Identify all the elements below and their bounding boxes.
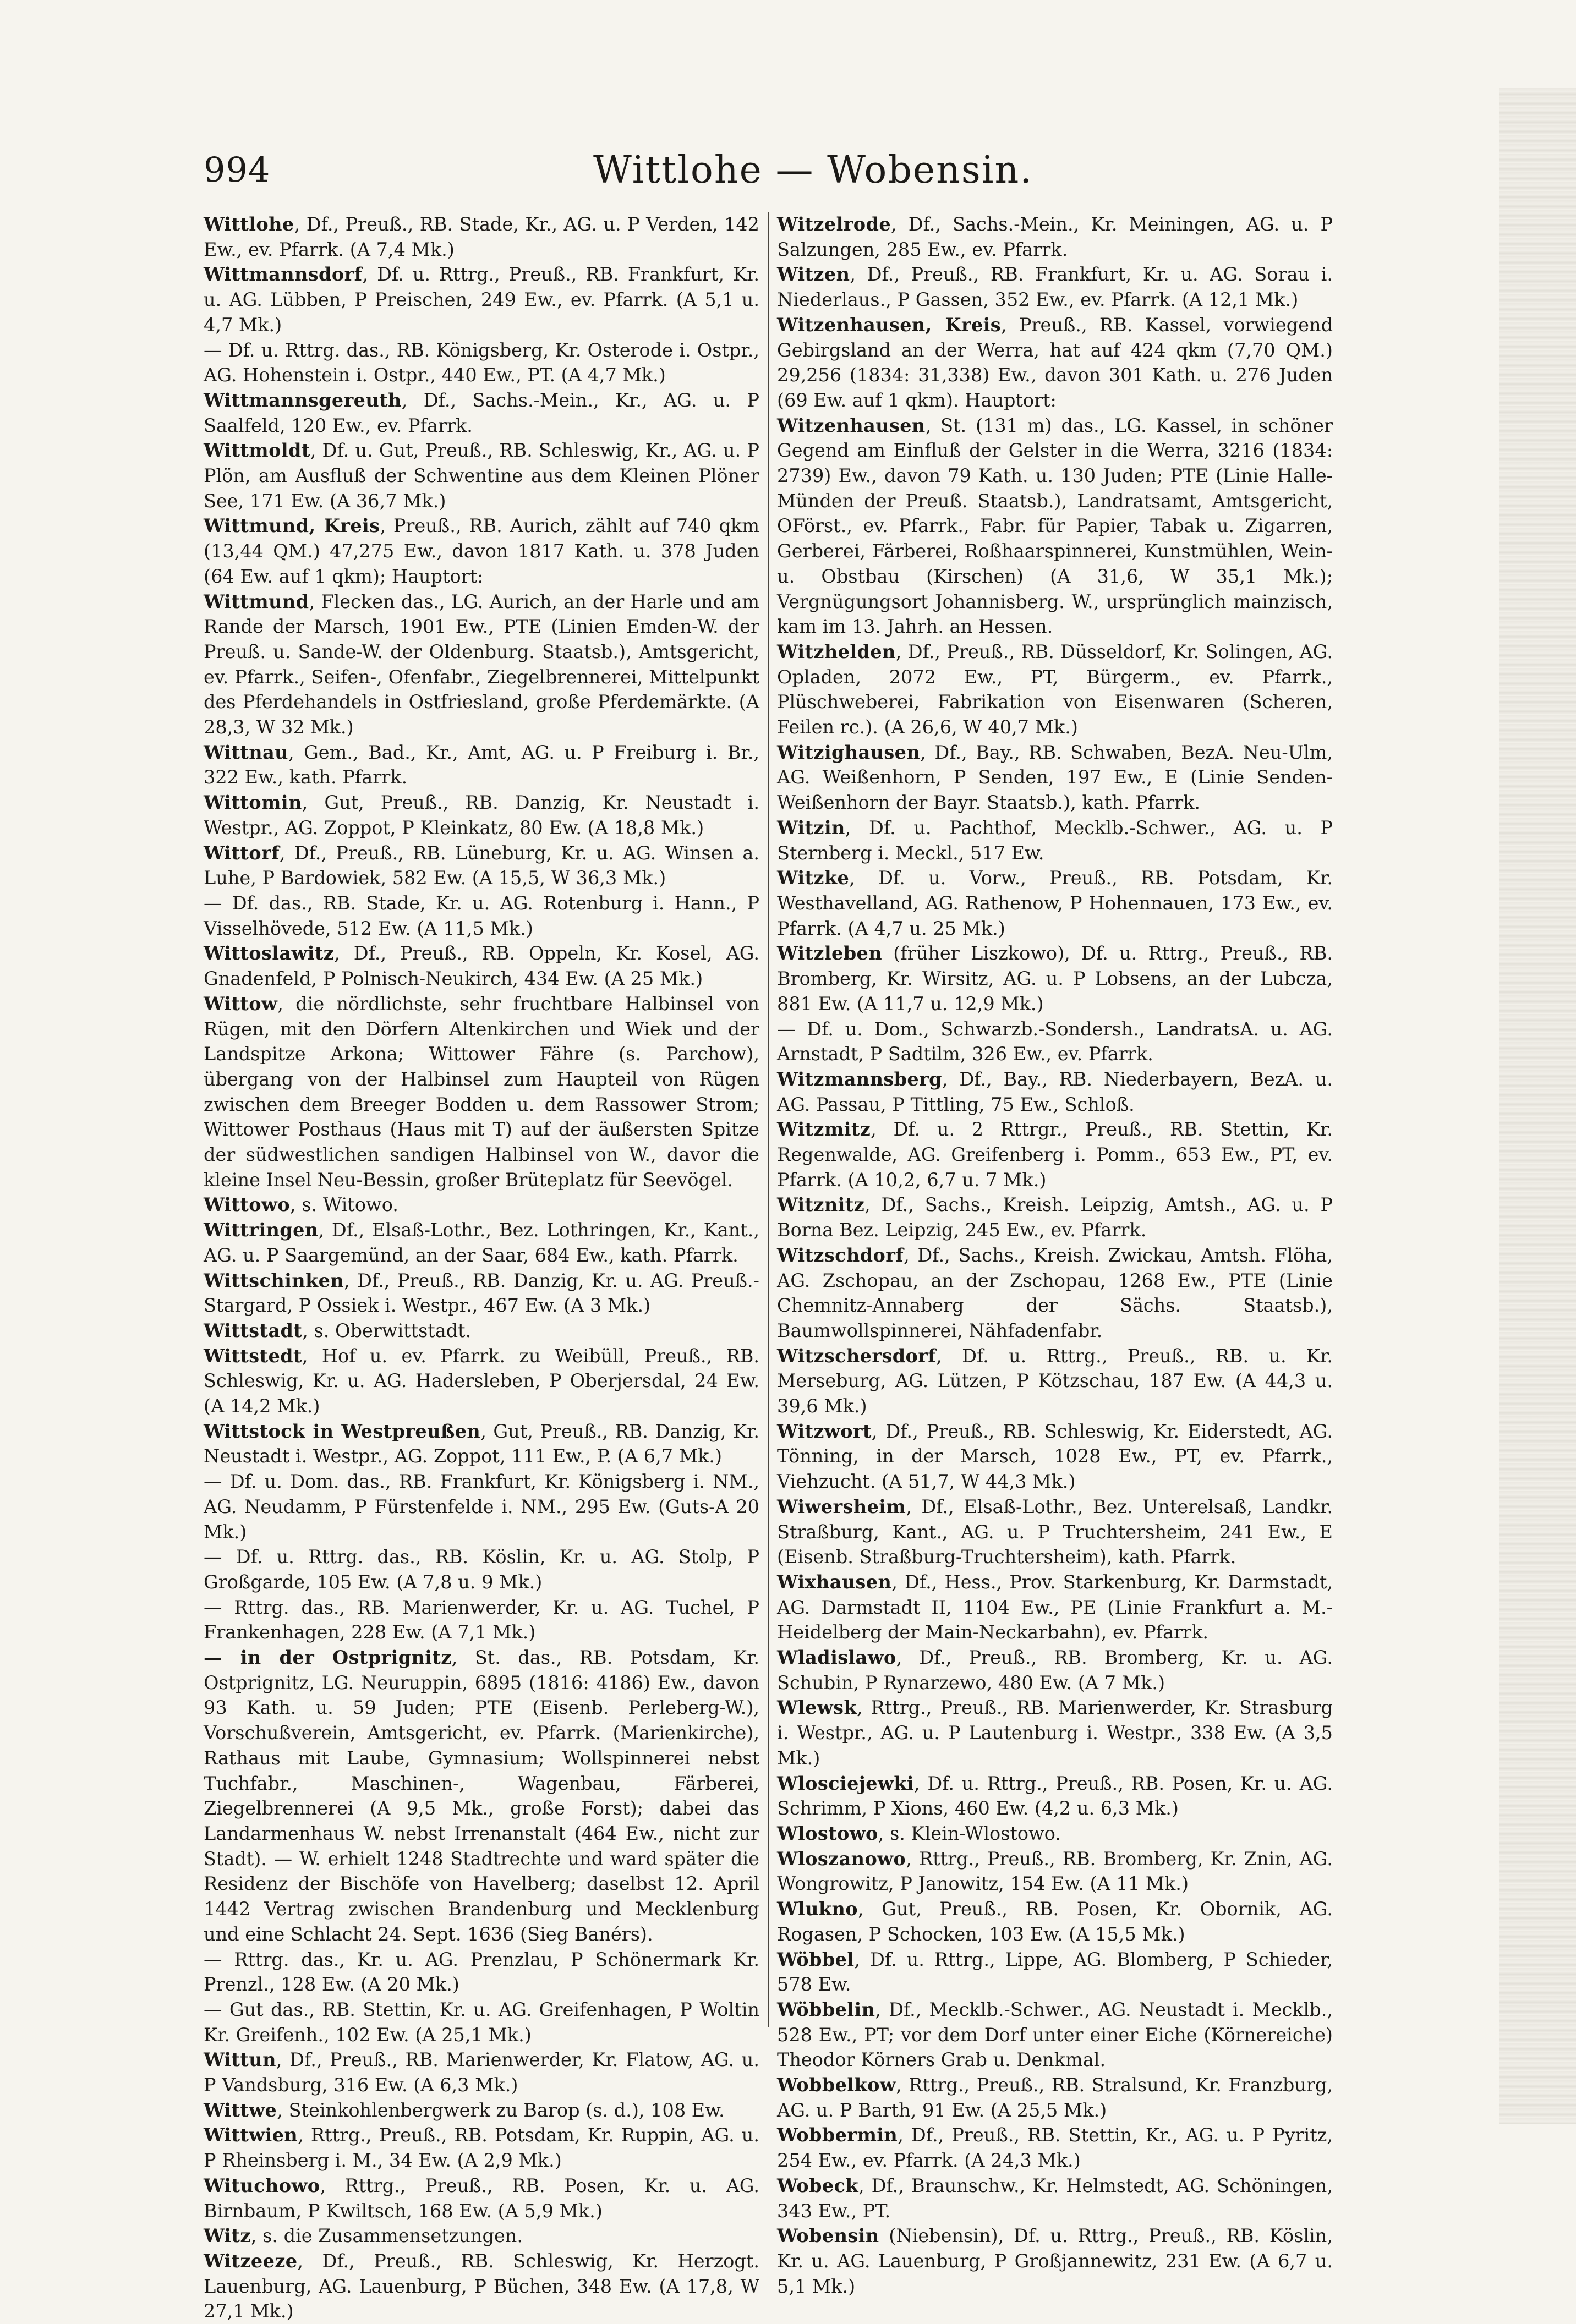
dictionary-entry bbox=[777, 1419, 1333, 1494]
entry-headword: Witzke bbox=[777, 867, 850, 889]
dictionary-entry bbox=[777, 2173, 1333, 2223]
dictionary-entry bbox=[204, 1318, 759, 1344]
entry-text: , Df., Preuß., RB. Marienwerder, Kr. Flatow, AG. u. P Vandsburg, 316 Ew. (A 6,3 Mk.) bbox=[204, 2049, 759, 2096]
dictionary-entry bbox=[204, 740, 759, 790]
entry-text: , Df., Preuß., RB. Lüneburg, Kr. u. AG. Winsen a. Luhe, P Bardowiek, 582 Ew. (A 15,5, W 36,3 Mk.) bbox=[204, 842, 759, 889]
dictionary-entry bbox=[777, 2223, 1333, 2299]
entry-text: , Df., Bay., RB. Niederbayern, BezA. u. AG. Passau, P Tittling, 75 Ew., Schloß. bbox=[777, 1068, 1333, 1115]
entry-text: , Df. u. Rttrg., Preuß., RB. Frankfurt, Kr. u. AG. Lübben, P Preischen, 249 Ew., ev. Pfarrk. (A 5,1 u. 4,7 Mk.) bbox=[204, 264, 759, 336]
entry-headword: Wittwien bbox=[204, 2124, 298, 2146]
entry-text: , Gut, Preuß., RB. Posen, Kr. Obornik, AG. Rogasen, P Schocken, 103 Ew. (A 15,5 Mk.) bbox=[777, 1898, 1333, 1945]
dictionary-entry bbox=[204, 338, 759, 388]
entry-text: — Df. u. Dom. das., RB. Frankfurt, Kr. Königsberg i. NM., AG. Neudamm, P Fürstenfelde i. NM., 295 Ew. (Guts-A 20 Mk.) bbox=[204, 1471, 759, 1543]
dictionary-entry bbox=[777, 639, 1333, 740]
dictionary-entry bbox=[204, 790, 759, 840]
entry-text: , Df., Preuß., RB. Frankfurt, Kr. u. AG. Sorau i. Niederlaus., P Gassen, 352 Ew., ev. Pfarrk. (A 12,1 Mk.) bbox=[777, 264, 1333, 311]
entry-headword: Witzmitz bbox=[777, 1119, 871, 1141]
entry-headword: Wittringen bbox=[204, 1219, 319, 1241]
entry-headword: Witzelrode bbox=[777, 213, 891, 235]
entry-headword: Wittowo bbox=[204, 1194, 291, 1216]
entry-text: , Df., Sachs., Kreish. Zwickau, Amtsh. Flöha, AG. Zschopau, an der Zschopau, 1268 Ew., PTE (Linie Chemnitz-Annaberg der Sächs. Staatsb.), Baumwollspinnerei, Nähfadenfabr. bbox=[777, 1244, 1333, 1341]
dictionary-entry bbox=[204, 941, 759, 991]
entry-text: , Df., Preuß., RB. Oppeln, Kr. Kosel, AG. Gnadenfeld, P Polnisch-Neukirch, 434 Ew. (A 25 Mk.) bbox=[204, 942, 759, 990]
dictionary-entry bbox=[204, 1469, 759, 1544]
entry-headword: Wittstock in Westpreußen bbox=[204, 1420, 481, 1442]
entry-headword: Witzenhausen, Kreis bbox=[777, 314, 1002, 336]
entry-text: , Gem., Bad., Kr., Amt, AG. u. P Freiburg i. Br., 322 Ew., kath. Pfarrk. bbox=[204, 741, 759, 788]
dictionary-entry bbox=[204, 1192, 759, 1218]
entry-headword: Witzmannsberg bbox=[777, 1068, 942, 1090]
entry-headword: Wladislawo bbox=[777, 1647, 896, 1669]
entry-headword: Witzleben bbox=[777, 942, 882, 964]
dictionary-entry bbox=[777, 1017, 1333, 1067]
entry-text: , s. die Zusammensetzungen. bbox=[250, 2225, 523, 2247]
entry-text: , s. Oberwittstadt. bbox=[302, 1319, 472, 1341]
entry-text: (Niebensin), Df. u. Rttrg., Preuß., RB. Köslin, Kr. u. AG. Lauenburg, P Großjannewitz, 231 Ew. (A 6,7 u. 5,1 Mk.) bbox=[777, 2225, 1333, 2297]
dictionary-entry bbox=[204, 1947, 759, 1997]
dictionary-entry bbox=[777, 1067, 1333, 1117]
entry-text: , Rttrg., Preuß., RB. Marienwerder, Kr. Strasburg i. Westpr., AG. u. P Lautenburg i. Westpr., 338 Ew. (A 3,5 Mk.) bbox=[777, 1697, 1333, 1769]
entry-headword: Wituchowo bbox=[204, 2174, 320, 2196]
dictionary-entry bbox=[204, 2223, 759, 2249]
entry-text: , Hof u. ev. Pfarrk. zu Weibüll, Preuß., RB. Schleswig, Kr. u. AG. Hadersleben, P Oberjersdal, 24 Ew. (A 14,2 Mk.) bbox=[204, 1345, 759, 1417]
entry-text: , Df., Preuß., RB. Schleswig, Kr. Eiderstedt, AG. Tönning, in der Marsch, 1028 Ew., PT, ev. Pfarrk., Viehzucht. (A 51,7, W 44,3 Mk.) bbox=[777, 1420, 1333, 1493]
entry-text: , Df. u. Rttrg., Preuß., RB. Posen, Kr. u. AG. Schrimm, P Xions, 460 Ew. (4,2 u. 6,3 Mk.) bbox=[777, 1772, 1333, 1819]
dictionary-entry bbox=[777, 1997, 1333, 2073]
dictionary-entry bbox=[777, 1570, 1333, 1645]
dictionary-entry bbox=[204, 841, 759, 891]
dictionary-entry bbox=[204, 438, 759, 513]
dictionary-entry bbox=[204, 2123, 759, 2173]
dictionary-entry bbox=[777, 1344, 1333, 1419]
entry-text: , Flecken das., LG. Aurich, an der Harle und am Rande der Marsch, 1901 Ew., PTE (Linien Emden-W. der Preuß. u. Sande-W. der Oldenburg. Staatsb.), Amtsgericht, ev. Pfarrk., Seifen-, Ofenfabr., Ziegelbrennerei, Mittelpunkt des Pferdehandels in Ostfriesland, große Pferdemärkte. (A 28,3, W 32 Mk.) bbox=[204, 590, 759, 738]
entry-text: , Df. u. Vorw., Preuß., RB. Potsdam, Kr. Westhavelland, AG. Rathenow, P Hohennauen, 173 Ew., ev. Pfarrk. (A 4,7 u. 25 Mk.) bbox=[777, 867, 1333, 939]
entry-headword: Wöbbel bbox=[777, 1948, 855, 1970]
dictionary-entry bbox=[777, 1695, 1333, 1771]
dictionary-entry bbox=[777, 262, 1333, 312]
dictionary-entry bbox=[777, 1645, 1333, 1695]
dictionary-entry bbox=[777, 1494, 1333, 1570]
entry-headword: Wittmund, Kreis bbox=[204, 515, 380, 537]
dictionary-entry bbox=[777, 1897, 1333, 1947]
entry-text: , Rttrg., Preuß., RB. Bromberg, Kr. Znin, AG. Wongrowitz, P Janowitz, 154 Ew. (A 11 Mk.) bbox=[777, 1848, 1333, 1895]
dictionary-entry bbox=[204, 991, 759, 1193]
dictionary-entry bbox=[777, 1771, 1333, 1821]
left-column bbox=[204, 212, 760, 2322]
dictionary-entry bbox=[204, 1344, 759, 1419]
dictionary-entry bbox=[777, 740, 1333, 815]
entry-text: , Df., Preuß., RB. Schleswig, Kr. Herzogt. Lauenburg, AG. Lauenburg, P Büchen, 348 Ew. (A 17,8, W 27,1 Mk.) bbox=[204, 2250, 759, 2322]
dictionary-entry bbox=[204, 2047, 759, 2097]
entry-text: — Df. u. Rttrg. das., RB. Königsberg, Kr. Osterode i. Ostpr., AG. Hohenstein i. Ostpr., 440 Ew., PT. (A 4,7 Mk.) bbox=[204, 339, 759, 386]
entry-text: , Rttrg., Preuß., RB. Potsdam, Kr. Ruppin, AG. u. P Rheinsberg i. M., 34 Ew. (A 2,9 Mk.) bbox=[204, 2124, 759, 2172]
dictionary-entry bbox=[204, 2098, 759, 2123]
dictionary-entry bbox=[204, 1268, 759, 1318]
entry-headword: Wittlohe bbox=[204, 213, 294, 235]
entry-text: — Df. u. Rttrg. das., RB. Köslin, Kr. u. AG. Stolp, P Großgarde, 105 Ew. (A 7,8 u. 9 Mk.) bbox=[204, 1546, 759, 1593]
dictionary-entry bbox=[777, 815, 1333, 865]
dictionary-entry bbox=[777, 1846, 1333, 1897]
dictionary-entry bbox=[777, 1947, 1333, 1997]
entry-headword: Witzighausen bbox=[777, 741, 921, 763]
entry-headword: Wittorf bbox=[204, 842, 280, 864]
dictionary-entry bbox=[777, 941, 1333, 1016]
entry-text: , St. (131 m) das., LG. Kassel, in schöner Gegend am Einfluß der Gelster in die Werra, 3216 (1834: 2739) Ew., davon 79 Kath. u. 130 Juden; PTE (Linie Halle-Münden der Preuß. Staatsb.), Landratsamt, Amtsgericht, OFörst., ev. Pfarrk., Fabr. für Papier, Tabak u. Zigarren, Gerberei, Färberei, Roßhaarspinnerei, Kunstmühlen, Wein- u. Obstbau (Kirschen) (A 31,6, W 35,1 Mk.); Vergnügungsort Johannisberg. W., ursprünglich mainzisch, kam im 13. Jahrh. an Hessen. bbox=[777, 414, 1333, 638]
dictionary-entry bbox=[777, 1821, 1333, 1846]
entry-headword: Wöbbelin bbox=[777, 1998, 875, 2020]
entry-headword: Wlostowo bbox=[777, 1823, 878, 1844]
entry-text: — Df. u. Dom., Schwarzb.-Sondersh., LandratsA. u. AG. Arnstadt, P Sadtilm, 326 Ew., ev. Pfarrk. bbox=[777, 1018, 1333, 1065]
entry-headword: Witzenhausen bbox=[777, 414, 926, 436]
entry-headword: Wittmoldt bbox=[204, 440, 310, 462]
scan-edge-artifact bbox=[1499, 88, 1576, 2124]
entry-text: , Df. u. Gut, Preuß., RB. Schleswig, Kr., AG. u. P Plön, am Ausfluß der Schwentine aus dem Kleinen Plöner See, 171 Ew. (A 36,7 Mk.) bbox=[204, 440, 759, 512]
entry-headword: Wobbelkow bbox=[777, 2074, 896, 2096]
entry-headword: Wittoslawitz bbox=[204, 942, 335, 964]
entry-text: , Df., Hess., Prov. Starkenburg, Kr. Darmstadt, AG. Darmstadt II, 1104 Ew., PE (Linie Frankfurt a. M.-Heidelberg der Main-Neckarbahn), ev. Pfarrk. bbox=[777, 1571, 1333, 1643]
running-head: Wittlohe — Wobensin. bbox=[593, 149, 1033, 192]
entry-headword: Witzen bbox=[777, 264, 850, 286]
dictionary-entry bbox=[777, 212, 1333, 262]
entry-headword: Wobbermin bbox=[777, 2124, 898, 2146]
entry-headword: Wlukno bbox=[777, 1898, 858, 1920]
dictionary-entry bbox=[204, 2249, 759, 2324]
entry-text: , Df. u. 2 Rttrgr., Preuß., RB. Stettin, Kr. Regenwalde, AG. Greifenberg i. Pomm., 653 Ew., PT, ev. Pfarrk. (A 10,2, 6,7 u. 7 Mk.) bbox=[777, 1119, 1333, 1191]
dictionary-entry bbox=[204, 513, 759, 589]
dictionary-entry bbox=[777, 865, 1333, 941]
entry-headword: Wobensin bbox=[777, 2225, 879, 2247]
entry-text: , Gut, Preuß., RB. Danzig, Kr. Neustadt i. Westpr., AG. Zoppot, 111 Ew., P. (A 6,7 Mk.) bbox=[204, 1420, 759, 1467]
entry-text: , Df., Preuß., RB. Stade, Kr., AG. u. P Verden, 142 Ew., ev. Pfarrk. (A 7,4 Mk.) bbox=[204, 213, 759, 260]
dictionary-entry bbox=[777, 2123, 1333, 2173]
entry-text: — Df. das., RB. Stade, Kr. u. AG. Rotenburg i. Hann., P Visselhövede, 512 Ew. (A 11,5 Mk.) bbox=[204, 892, 759, 939]
entry-text: , Df., Preuß., RB. Danzig, Kr. u. AG. Preuß.-Stargard, P Ossiek i. Westpr., 467 Ew. (A 3 Mk.) bbox=[204, 1269, 759, 1317]
entry-text: (früher Liszkowo), Df. u. Rttrg., Preuß., RB. Bromberg, Kr. Wirsitz, AG. u. P Lobsens, an der Lubcza, 881 Ew. (A 11,7 u. 12,9 Mk.) bbox=[777, 942, 1333, 1015]
entry-text: , Df., Sachs.-Mein., Kr., AG. u. P Saalfeld, 120 Ew., ev. Pfarrk. bbox=[204, 389, 759, 436]
entry-headword: Witzwort bbox=[777, 1420, 872, 1442]
entry-text: , Df., Preuß., RB. Düsseldorf, Kr. Solingen, AG. Opladen, 2072 Ew., PT, Bürgerm., ev. Pfarrk., Plüschweberei, Fabrikation von Eisenwaren (Scheren, Feilen rc.). (A 26,6, W 40,7 Mk.) bbox=[777, 640, 1333, 738]
entry-headword: Wiwersheim bbox=[777, 1495, 906, 1517]
entry-headword: Witznitz bbox=[777, 1194, 865, 1216]
dictionary-entry bbox=[777, 1192, 1333, 1242]
dictionary-entry bbox=[204, 388, 759, 438]
entry-headword: Wittschinken bbox=[204, 1269, 344, 1291]
entry-headword: Wittomin bbox=[204, 792, 302, 814]
entry-text: — Gut das., RB. Stettin, Kr. u. AG. Greifenhagen, P Woltin Kr. Greifenh., 102 Ew. (A 25,1 Mk.) bbox=[204, 1998, 759, 2046]
entry-text: , Df., Preuß., RB. Bromberg, Kr. u. AG. Schubin, P Rynarzewo, 480 Ew. (A 7 Mk.) bbox=[777, 1647, 1333, 1693]
entry-text: — Rttrg. das., Kr. u. AG. Prenzlau, P Schönermark Kr. Prenzl., 128 Ew. (A 20 Mk.) bbox=[204, 1948, 759, 1996]
entry-text: , Df., Bay., RB. Schwaben, BezA. Neu-Ulm, AG. Weißenhorn, P Senden, 197 Ew., E (Linie Senden-Weißenhorn der Bayr. Staatsb.), kath. Pfarrk. bbox=[777, 741, 1333, 814]
dictionary-entry bbox=[204, 1997, 759, 2047]
entry-text: , Df., Preuß., RB. Stettin, Kr., AG. u. P Pyritz, 254 Ew., ev. Pfarrk. (A 24,3 Mk.) bbox=[777, 2124, 1333, 2172]
entry-headword: Wittstedt bbox=[204, 1345, 302, 1367]
entry-text: — Rttrg. das., RB. Marienwerder, Kr. u. AG. Tuchel, P Frankenhagen, 228 Ew. (A 7,1 Mk.) bbox=[204, 1596, 759, 1643]
entry-headword: Wobeck bbox=[777, 2174, 858, 2196]
dictionary-entry bbox=[204, 262, 759, 337]
entry-text: , Df., Mecklb.-Schwer., AG. Neustadt i. Mecklb., 528 Ew., PT; vor dem Dorf unter einer Eiche (Körnereiche) Theodor Körners Grab u. Denkmal. bbox=[777, 1998, 1333, 2071]
dictionary-entry bbox=[204, 1595, 759, 1645]
entry-text: , Df., Sachs., Kreish. Leipzig, Amtsh., AG. u. P Borna Bez. Leipzig, 245 Ew., ev. Pfarrk. bbox=[777, 1194, 1333, 1241]
dictionary-entry bbox=[204, 1218, 759, 1268]
entry-headword: Witz bbox=[204, 2225, 251, 2247]
dictionary-entry bbox=[777, 1117, 1333, 1192]
entry-headword: Witzin bbox=[777, 816, 845, 838]
entry-headword: Wlewsk bbox=[777, 1697, 857, 1719]
dictionary-entry bbox=[777, 2073, 1333, 2123]
entry-headword: Witzschersdorf bbox=[777, 1345, 937, 1367]
entry-text: , Rttrg., Preuß., RB. Posen, Kr. u. AG. Birnbaum, P Kwiltsch, 168 Ew. (A 5,9 Mk.) bbox=[204, 2174, 759, 2222]
dictionary-entry bbox=[777, 413, 1333, 639]
entry-headword: Wixhausen bbox=[777, 1571, 892, 1593]
dictionary-entry bbox=[204, 589, 759, 740]
column-divider bbox=[768, 212, 769, 2027]
entry-headword: Wittmannsdorf bbox=[204, 264, 363, 286]
entry-headword: Wittow bbox=[204, 993, 278, 1015]
entry-text: , Gut, Preuß., RB. Danzig, Kr. Neustadt i. Westpr., AG. Zoppot, P Kleinkatz, 80 Ew. (A 18,8 Mk.) bbox=[204, 792, 759, 838]
entry-headword: Wittwe bbox=[204, 2099, 277, 2121]
entry-text: , St. das., RB. Potsdam, Kr. Ostprignitz, LG. Neuruppin, 6895 (1816: 4186) Ew., davon 93 Kath. u. 59 Juden; PTE (Eisenb. Perleberg-W.), Vorschußverein, Amtsgericht, ev. Pfarrk. (Marienkirche), Rathaus mit Laube, Gymnasium; Wollspinnerei nebst Tuchfabr., Maschinen-, Wagenbau, Färberei, Ziegelbrennerei (A 9,5 Mk., große Forst); dabei das Landarmenhaus W. nebst Irrenanstalt (464 Ew., nicht zur Stadt). — W. erhielt 1248 Stadtrechte und ward später die Residenz der Bischöfe von Havelberg; daselbst 12. April 1442 Vertrag zwischen Brandenburg und Mecklenburg und eine Schlacht 24. Sept. 1636 (Sieg Banérs). bbox=[204, 1647, 760, 1945]
dictionary-entry bbox=[777, 1243, 1333, 1344]
entry-headword: Wittnau bbox=[204, 741, 288, 763]
entry-headword: Wittun bbox=[204, 2049, 276, 2071]
entry-text: , Df., Elsaß-Lothr., Bez. Unterelsaß, Landkr. Straßburg, Kant., AG. u. P Truchtersheim, 241 Ew., E (Eisenb. Straßburg-Truchtersheim), kath. Pfarrk. bbox=[777, 1495, 1333, 1568]
entry-text: , Df. u. Rttrg., Preuß., RB. u. Kr. Merseburg, AG. Lützen, P Kötzschau, 187 Ew. (A 44,3 u. 39,6 Mk.) bbox=[777, 1345, 1333, 1417]
entry-text: , Df. u. Pachthof, Mecklb.-Schwer., AG. u. P Sternberg i. Meckl., 517 Ew. bbox=[777, 816, 1333, 864]
page-number: 994 bbox=[204, 150, 271, 190]
entry-text: , die nördlichste, sehr fruchtbare Halbinsel von Rügen, mit den Dörfern Altenkirchen und Wiek und der Landspitze Arkona; Wittower Fähre (s. Parchow), übergang von der Halbinsel zum Haupteil von Rügen zwischen dem Breeger Bodden u. dem Rassower Strom; Wittower Posthaus (Haus mit T) auf der äußersten Spitze der südwestlichen sandigen Halbinsel von W., davor die kleine Insel Neu-Bessin, großer Brüteplatz für Seevögel. bbox=[204, 993, 759, 1191]
entry-text: , Df., Braunschw., Kr. Helmstedt, AG. Schöningen, 343 Ew., PT. bbox=[777, 2174, 1333, 2222]
entry-text: , Preuß., RB. Kassel, vorwiegend Gebirgsland an der Werra, hat auf 424 qkm (7,70 QM.) 29,256 (1834: 31,338) Ew., davon 301 Kath. u. 276 Juden (69 Ew. auf 1 qkm). Hauptort: bbox=[777, 314, 1333, 411]
entry-text: , s. Witowo. bbox=[290, 1194, 398, 1216]
dictionary-entry bbox=[204, 891, 759, 941]
entry-headword: Witzschdorf bbox=[777, 1244, 904, 1266]
entry-headword: Wittmannsgereuth bbox=[204, 389, 402, 411]
entry-text: , Df. u. Rttrg., Lippe, AG. Blomberg, P Schieder, 578 Ew. bbox=[777, 1948, 1333, 1996]
entry-text: , Preuß., RB. Aurich, zählt auf 740 qkm (13,44 QM.) 47,275 Ew., davon 1817 Kath. u. 378 Juden (64 Ew. auf 1 qkm); Hauptort: bbox=[204, 515, 759, 587]
entry-text: , Steinkohlenbergwerk zu Barop (s. d.), 108 Ew. bbox=[277, 2099, 725, 2121]
dictionary-entry bbox=[777, 313, 1333, 413]
entry-headword: Wittmund bbox=[204, 590, 309, 612]
entry-headword: — in der Ostprignitz bbox=[204, 1647, 452, 1669]
dictionary-entry bbox=[204, 212, 759, 262]
entry-text: , s. Klein-Wlostowo. bbox=[878, 1823, 1061, 1844]
dictionary-entry bbox=[204, 1645, 759, 1947]
entry-headword: Wloszanowo bbox=[777, 1848, 906, 1870]
entry-headword: Witzhelden bbox=[777, 640, 896, 662]
right-column bbox=[777, 212, 1333, 2297]
dictionary-entry bbox=[204, 2173, 759, 2223]
entry-headword: Witzeeze bbox=[204, 2250, 298, 2272]
dictionary-entry bbox=[204, 1419, 759, 1469]
entry-headword: Wlosciejewki bbox=[777, 1772, 914, 1794]
page-header bbox=[204, 144, 1422, 205]
entry-text: , Rttrg., Preuß., RB. Stralsund, Kr. Franzburg, AG. u. P Barth, 91 Ew. (A 25,5 Mk.) bbox=[777, 2074, 1333, 2121]
entry-text: , Df., Elsaß-Lothr., Bez. Lothringen, Kr., Kant., AG. u. P Saargemünd, an der Saar, 684 Ew., kath. Pfarrk. bbox=[204, 1219, 759, 1266]
dictionary-entry bbox=[204, 1544, 759, 1594]
entry-text: , Df., Sachs.-Mein., Kr. Meiningen, AG. u. P Salzungen, 285 Ew., ev. Pfarrk. bbox=[777, 213, 1333, 260]
entry-headword: Wittstadt bbox=[204, 1319, 303, 1341]
